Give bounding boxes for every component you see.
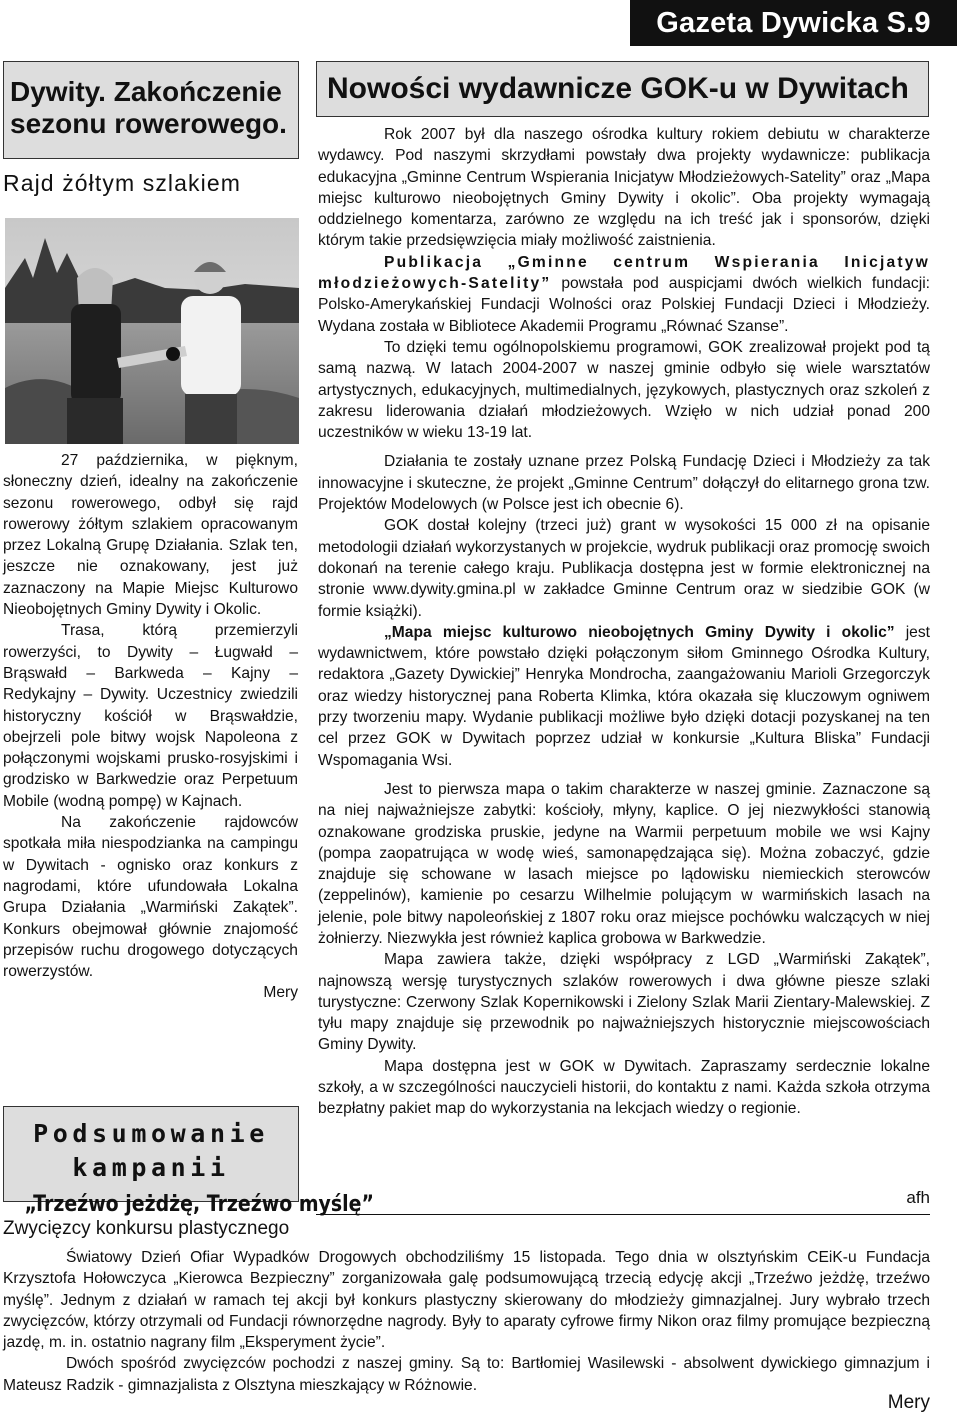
left-article-paragraph: Trasa, którą przemierzyli rowerzyści, to Dywity – Ługwałd – Brąswałd – Barkweda – Kajny – Redykajny – Dywity. Uczestnicy zwiedzili historyczny kościół w Brąswałdzie, obejrzeli pole bitwy wojsk Napoleona z połączonymi wojskami prusko-rosyjskimi i grodzisko w Barkwedzie oraz Perpetuum Mobile (wodną pompę) w Kajnach. xyxy=(3,622,298,810)
bottom-article-body xyxy=(3,1247,930,1396)
left-article-body xyxy=(3,450,298,1004)
main-article-signature: afh xyxy=(906,1188,930,1207)
left-article-subtitle: Rajd żółtym szlakiem xyxy=(3,170,241,196)
campaign-box xyxy=(3,1106,374,1217)
main-article-paragraph: Rok 2007 był dla naszego ośrodka kultury rokiem debiutu w charakterze wydawcy. Pod naszymi skrzydłami powstały dwa projekty wydawnicze: publikacja edukacyjna „Gminne Centrum Wspierania Inicjatyw Młodzieżowych-Satelity” oraz „Mapa miejsc kulturowo nieobojętnych Gminy Dywity i okolic”. Oba projekty wymagają oddzielnego komentarza, zarówno ze względu na ich treść jak i sponsorów, dzięki którym takie przedsięwzięcia miały możliwość zaistnienia. xyxy=(318,126,930,250)
main-article-title: Nowości wydawnicze GOK-u w Dywitach xyxy=(327,72,909,105)
main-article-paragraph: Mapa zawiera także, dzięki współpracy z LGD „Warmiński Zakątek”, najnowszą wersję turystycznych szlaków rowerowych i dwa główne piesze szlaki turystyczne: Czerwony Szlak Kopernikowski i Zielony Szlak Marii Zientary-Malewskiej. Z tyłu mapy znajduje się przewodnik po najważniejszych historycznie miejscowościach Gminy Dywity. xyxy=(318,951,930,1054)
main-article-paragraph: GOK dostał kolejny (trzeci już) grant w wysokości 15 000 zł na opisanie metodologii działań wykorzystanych w projekcie, wydruk publikacji oraz promocję swoich dokonań na terenie całego kraju. Publikacja dostępna jest w formie elektronicznej na stronie www.dywity.gmina.pl w zakładce Gminne Centrum oraz w siedzibie GOK (w formie książki). xyxy=(318,517,930,620)
main-article-title-box xyxy=(316,61,929,117)
campaign-slogan: „Trzeźwo jeżdżę, Trzeźwo myślę” xyxy=(24,1192,374,1217)
bottom-article-subtitle: Zwycięzcy konkursu plastycznego xyxy=(3,1218,290,1239)
cyclists-photo xyxy=(5,218,299,444)
section-divider xyxy=(316,1214,930,1215)
main-article-body xyxy=(318,124,930,1120)
left-article-title-box xyxy=(3,61,299,159)
paragraph-text: powstała pod auspicjami dwóch wielkich fundacji: Polsko-Amerykańskiej Fundacji Wolności oraz Polskiej Fundacji Dzieci i Młodzieży. Wydana została w Bibliotece Akademii Programu „Równać Szanse”. xyxy=(318,275,930,335)
bottom-article-paragraph: Dwóch spośród zwycięzców pochodzi z naszej gminy. Są to: Bartłomiej Wasilewski - absolwent dywickiego gimnazjum i Mateusz Radzik - gimnazjalista z Olsztyna mieszkający w Różnowie. xyxy=(3,1355,930,1394)
main-article-paragraph: To dzięki temu ogólnopolskiemu programowi, GOK zrealizował projekt pod tą samą nazwą. W latach 2004-2007 w naszej gminie odbyło się wiele warsztatów artystycznych, edukacyjnych, multimedialnych, językowych, plastycznych oraz szkoleń z zakresu liderowania działań młodzieżowych. Wzięło w nich udział ponad 200 uczestników w wieku 13-19 lat. xyxy=(318,338,930,442)
main-article-paragraph: Jest to pierwsza mapa o takim charakterze w naszej gminie. Zaznaczone są na niej najważniejsze zabytki: kościoły, młyny, kaplice. O jej niezwykłości stanowią oznakowane grodziska pruskie, jedyne na Warmii perpetuum mobile we wsi Kajny (pompa zaopatrująca w wodę wieś, samonapędzająca się). Można zobaczyć, gdzie znajduje się schowane w lasach miejsce po lądowisku niemieckich sterowców (zeppelinów), kamienie po cesarzu Wilhelmie polującym w warmińskich lasach na jelenie, pole bitwy napoleońskiej z 1807 roku oraz miejsce pochówku walczących w niej żołnierzy. Niezwykła jest również kaplica grobowa w Barkwedzie. xyxy=(318,780,930,947)
left-article-title: Dywity. Zakończenie sezonu rowerowego. xyxy=(10,76,287,139)
left-article-signature: Mery xyxy=(263,984,298,1002)
bottom-article-paragraph: Światowy Dzień Ofiar Wypadków Drogowych obchodziliśmy 15 listopada. Tego dnia w olsztyńskim CEiK-u Fundacja Krzysztofa Hołowczyca „Kierowca Bezpieczny” zorganizowała galę podsumowującą trzecią edycję akcji „Trzeźwo jeżdżę, trzeźwo myślę”. Jednym z działań w ramach tej akcji był konkurs plastyczny skierowany do młodzieży gimnazjalnej. Jury wybrało trzech zwycięzców, którzy otrzymali od Fundacji równorzędne nagrody. Były to aparaty cyfrowe firmy Nikon oraz filmy promujące bezpieczną jazdę, m. in. ostatnio nagrany film „Eksperyment życie”. xyxy=(3,1249,930,1352)
bottom-article-signature: Mery xyxy=(887,1392,930,1413)
masthead-banner: Gazeta Dywicka S.9 xyxy=(630,0,957,46)
main-article-paragraph: Mapa dostępna jest w GOK w Dywitach. Zapraszamy serdecznie lokalne szkoły, a w szczególności nauczycieli historii, do kontaktu z nami. Każda szkoła otrzyma bezpłatny pakiet map do wykorzystania na lekcjach wiedzy o regionie. xyxy=(318,1057,930,1118)
campaign-title: Podsumowanie kampanii xyxy=(33,1119,269,1182)
main-article-paragraph xyxy=(318,622,930,771)
paragraph-text: jest wydawnictwem, które powstało dzięki połączonym siłom Gminnego Ośrodka Kultury, redaktora „Gazety Dywickiej” Henryka Mondrocha, zaangażowaniu Marioli Grzegorczyk oraz wiedzy historycznej pana Roberta Klimka, która okazała się kluczowym ogniwem przy tworzeniu mapy. Wydanie publikacji możliwe było dzięki dotacji pozyskanej na ten cel przez GOK w Dywitach poprzez udział w konkursie „Kultura Bliska” Fundacji Wspomagania Wsi. xyxy=(318,623,930,769)
main-article-paragraph: Działania te zostały uznane przez Polską Fundację Dzieci i Młodzieży za tak innowacyjne i skuteczne, że projekt „Gminne Centrum” dołączył do elitarnego grona tzw. Projektów Modelowych (w Polsce jest ich obecnie 6). xyxy=(318,453,930,514)
map-title: „Mapa miejsc kulturowo nieobojętnych Gminy Dywity i okolic” xyxy=(384,623,895,641)
cyclists-photo-image xyxy=(5,218,299,444)
left-article-paragraph: Na zakończenie rajdowców spotkała miła niespodzianka na campingu w Dywitach - ognisko oraz konkurs z nagrodami, które ufundowała Lokalna Grupa Działania „Warmiński Zakątek”. Konkurs obejmował głównie znajomość przepisów ruchu drogowego dotyczących rowerzystów. xyxy=(3,814,298,981)
publication-title: Publikacja „Gminne centrum Wspierania Inicjatyw młodzieżowych-Satelity” xyxy=(318,253,930,293)
left-article-paragraph: 27 października, w pięknym, słoneczny dzień, idealny na zakończenie sezonu rowerowego, odbył się rajd rowerowy żółtym szlakiem opracowanym przez Lokalną Grupę Działania. Szlak ten, jeszcze nie oznakowany, jest już zaznaczony na Mapie Miejsc Kulturowo Nieobojętnych Gminy Dywity i Okolic. xyxy=(3,452,298,619)
main-article-paragraph xyxy=(318,252,930,337)
